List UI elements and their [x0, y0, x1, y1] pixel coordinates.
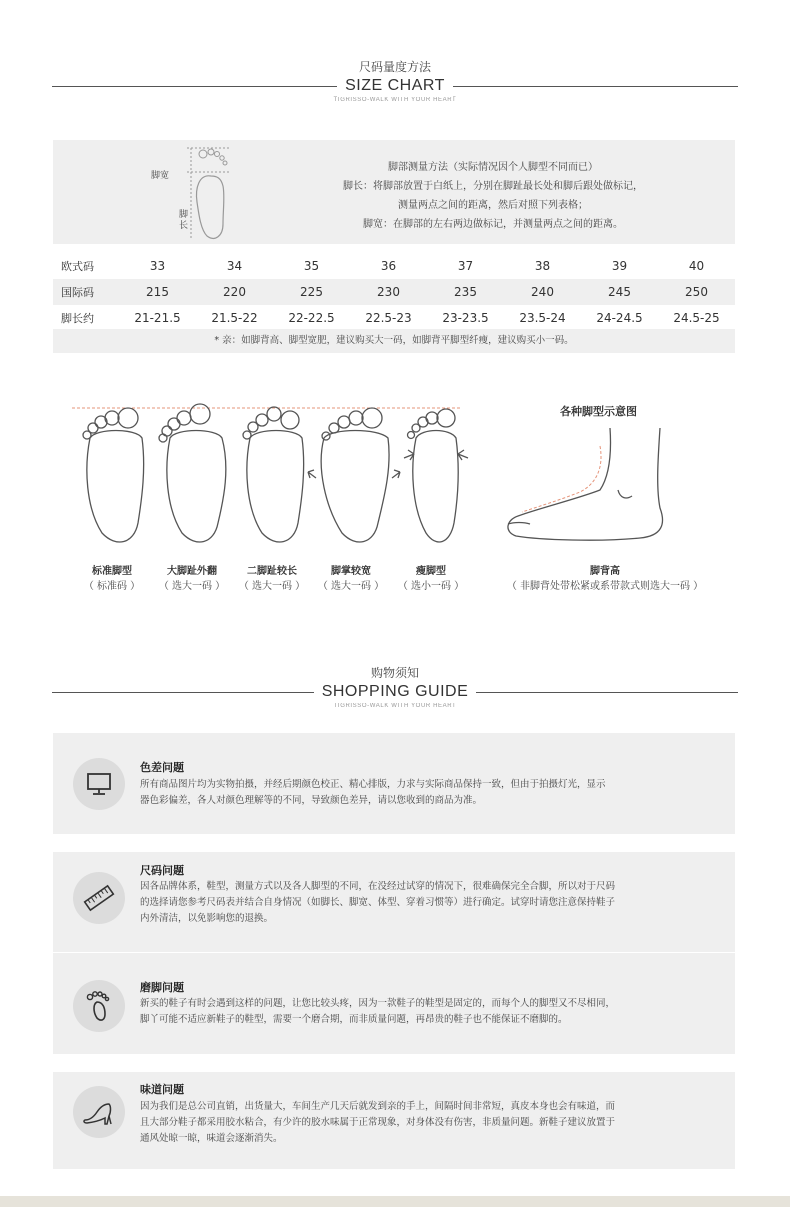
bunion-foot-icon: [159, 404, 226, 542]
guide-description: [140, 777, 725, 809]
foot-type-advice: （ 标准码 ）: [83, 581, 141, 592]
table-cell: 37: [457, 259, 474, 273]
standard-foot-icon: [83, 408, 144, 542]
foot-type-title: 二脚趾较长: [247, 566, 297, 577]
shopping-guide-title-en: SHOPPING GUIDE: [314, 681, 477, 703]
shopping-guide-header: [0, 664, 790, 709]
table-cell: 40: [688, 259, 705, 273]
foot-type-label: [227, 564, 317, 595]
measure-text: [268, 158, 718, 234]
foot-type-advice: （ 选大一码 ）: [238, 581, 306, 592]
monitor-icon: [73, 758, 125, 810]
guide-blister: [53, 953, 735, 1054]
guide-line: 的选择请您参考尺码表并结合自身情况（如脚长、脚宽、体型、穿着习惯等）进行确定。试穿时请您注意保持鞋子: [140, 897, 616, 908]
instep-heading: 各种脚型示意图: [560, 405, 637, 418]
guide-line: 通风处晾一晾，味道会逐渐消失。: [140, 1133, 283, 1144]
foot-type-title: 脚掌较宽: [331, 566, 371, 577]
table-cell: 225: [300, 285, 323, 299]
foot-type-title: 瘦脚型: [416, 566, 446, 577]
foot-type-title: 大脚趾外翻: [167, 566, 217, 577]
table-cell: 215: [146, 285, 169, 299]
table-cell: 245: [608, 285, 631, 299]
measure-line: 脚宽：在脚部的左右两边做标记，并测量两点之间的距离。: [363, 219, 623, 230]
guide-line: 因为我们是总公司直销，出货量大，车间生产几天后就发到亲的手上，间隔时间非常短，真皮本身也会有味道，而: [140, 1101, 616, 1112]
guide-line: 所有商品图片均为实物拍摄，并经后期颜色校正、精心排版，力求与实际商品保持一致，但由于拍摄灯光，显示: [140, 779, 606, 790]
guide-icon-circle: [73, 758, 125, 810]
guide-title: 尺码问题: [140, 864, 184, 877]
table-row: [53, 253, 735, 279]
table-cell: 36: [380, 259, 397, 273]
foot-length-label: 脚长: [179, 210, 189, 231]
foot-type-title: 标准脚型: [92, 566, 132, 577]
guide-line: 脚丫可能不适应新鞋子的鞋型，需要一个磨合期，而非质量问题，再昂贵的鞋子也不能保证不磨脚的。: [140, 1014, 568, 1025]
guide-description: [140, 1099, 725, 1147]
guide-icon-circle: [73, 872, 125, 924]
shopping-guide-slogan: TIGRISSO-WALK WITH YOUR HEART: [333, 703, 457, 709]
guide-line: 且大部分鞋子都采用胶水粘合，有少许的胶水味属于正常现象，对身体没有伤害，非质量问题。新鞋子建议放置于: [140, 1117, 616, 1128]
foot-type-label: [306, 564, 396, 595]
guide-line: 新买的鞋子有时会遇到这样的问题，让您比较头疼，因为一款鞋子的鞋型是固定的，而每个人的脚型又不尽相同，: [140, 998, 616, 1009]
table-cell: 38: [534, 259, 551, 273]
table-cell: 240: [531, 285, 554, 299]
row-header: 国际码: [61, 286, 94, 299]
slim-foot-icon: [404, 409, 468, 542]
long-second-toe-foot-icon: [243, 407, 304, 542]
table-cell: 21.5-22: [211, 311, 258, 325]
size-advice-note: * 亲：如脚背高、脚型宽肥，建议购买大一码，如脚背平脚型纤瘦，建议购买小一码。: [53, 329, 735, 353]
size-chart-title-cn: 尺码量度方法: [358, 60, 431, 74]
table-cell: 235: [454, 285, 477, 299]
size-chart-slogan: TIGRISSO-WALK WITH YOUR HEART: [333, 97, 457, 103]
table-row: [53, 279, 735, 305]
table-cell: 23.5-24: [519, 311, 566, 325]
guide-title: 味道问题: [140, 1083, 184, 1096]
ruler-icon: [73, 872, 125, 924]
wide-foot-icon: [308, 408, 400, 542]
guide-icon-circle: [73, 980, 125, 1032]
guide-odor: [53, 1072, 735, 1169]
table-cell: 23-23.5: [442, 311, 489, 325]
shopping-guide-title-cn: 购物须知: [370, 666, 419, 680]
table-cell: 35: [303, 259, 320, 273]
table-cell: 22.5-23: [365, 311, 412, 325]
foot-type-label: [147, 564, 237, 595]
guide-description: [140, 879, 725, 927]
foot-type-advice: （ 选大一码 ）: [317, 581, 385, 592]
table-cell: 34: [226, 259, 243, 273]
table-cell: 220: [223, 285, 246, 299]
guide-line: 因各品牌体系，鞋型，测量方式以及各人脚型的不同，在没经过试穿的情况下，很难确保完全合脚，所以对于尺码: [140, 881, 616, 892]
measure-line: 脚长：将脚部放置于白纸上，分别在脚趾最长处和脚后跟处做标记，: [343, 181, 643, 192]
table-cell: 230: [377, 285, 400, 299]
foot-types-illustration: [72, 398, 542, 548]
instep-title: 脚背高: [590, 566, 620, 577]
table-cell: 21-21.5: [134, 311, 181, 325]
size-chart-title-en: SIZE CHART: [337, 75, 453, 97]
size-chart-title-row: [0, 75, 790, 97]
high-heel-icon: [73, 1086, 125, 1138]
foot-type-advice: （ 选大一码 ）: [158, 581, 226, 592]
guide-size: [53, 852, 735, 952]
foot-type-label: [67, 564, 157, 595]
table-cell: 24-24.5: [596, 311, 643, 325]
table-cell: 22-22.5: [288, 311, 335, 325]
guide-title: 色差问题: [140, 761, 184, 774]
table-cell: 250: [685, 285, 708, 299]
row-header: 脚长约: [61, 312, 94, 325]
foot-measure-diagram: [143, 140, 263, 244]
measure-line: 测量两点之间的距离，然后对照下列表格；: [398, 200, 588, 211]
foot-type-label: [386, 564, 476, 595]
high-instep-foot-icon: [500, 428, 680, 548]
table-row: [53, 305, 735, 331]
guide-icon-circle: [73, 1086, 125, 1138]
row-header: 欧式码: [61, 260, 94, 273]
measure-instructions: [53, 140, 735, 244]
guide-description: [140, 996, 725, 1028]
guide-title: 磨脚问题: [140, 981, 184, 994]
footprint-icon: [73, 980, 125, 1032]
table-cell: 33: [149, 259, 166, 273]
table-cell: 39: [611, 259, 628, 273]
size-table: [53, 253, 735, 331]
foot-type-advice: （ 选小一码 ）: [397, 581, 465, 592]
bottom-band: [0, 1196, 790, 1207]
table-cell: 24.5-25: [673, 311, 720, 325]
guide-line: 内外清洁，以免影响您的退换。: [140, 913, 274, 924]
guide-line: 器色彩偏差，各人对颜色理解等的不同，导致颜色差异，请以您收到的商品为准。: [140, 795, 483, 806]
guide-color-difference: [53, 733, 735, 834]
size-chart-header: [0, 58, 790, 103]
foot-width-label: 脚宽: [151, 171, 170, 181]
instep-advice: （ 非脚背处带松紧或系带款式则选大一码 ）: [506, 581, 704, 592]
shopping-guide-title-row: [0, 681, 790, 703]
measure-line: 脚部测量方法（实际情况因个人脚型不同而已）: [388, 162, 598, 173]
